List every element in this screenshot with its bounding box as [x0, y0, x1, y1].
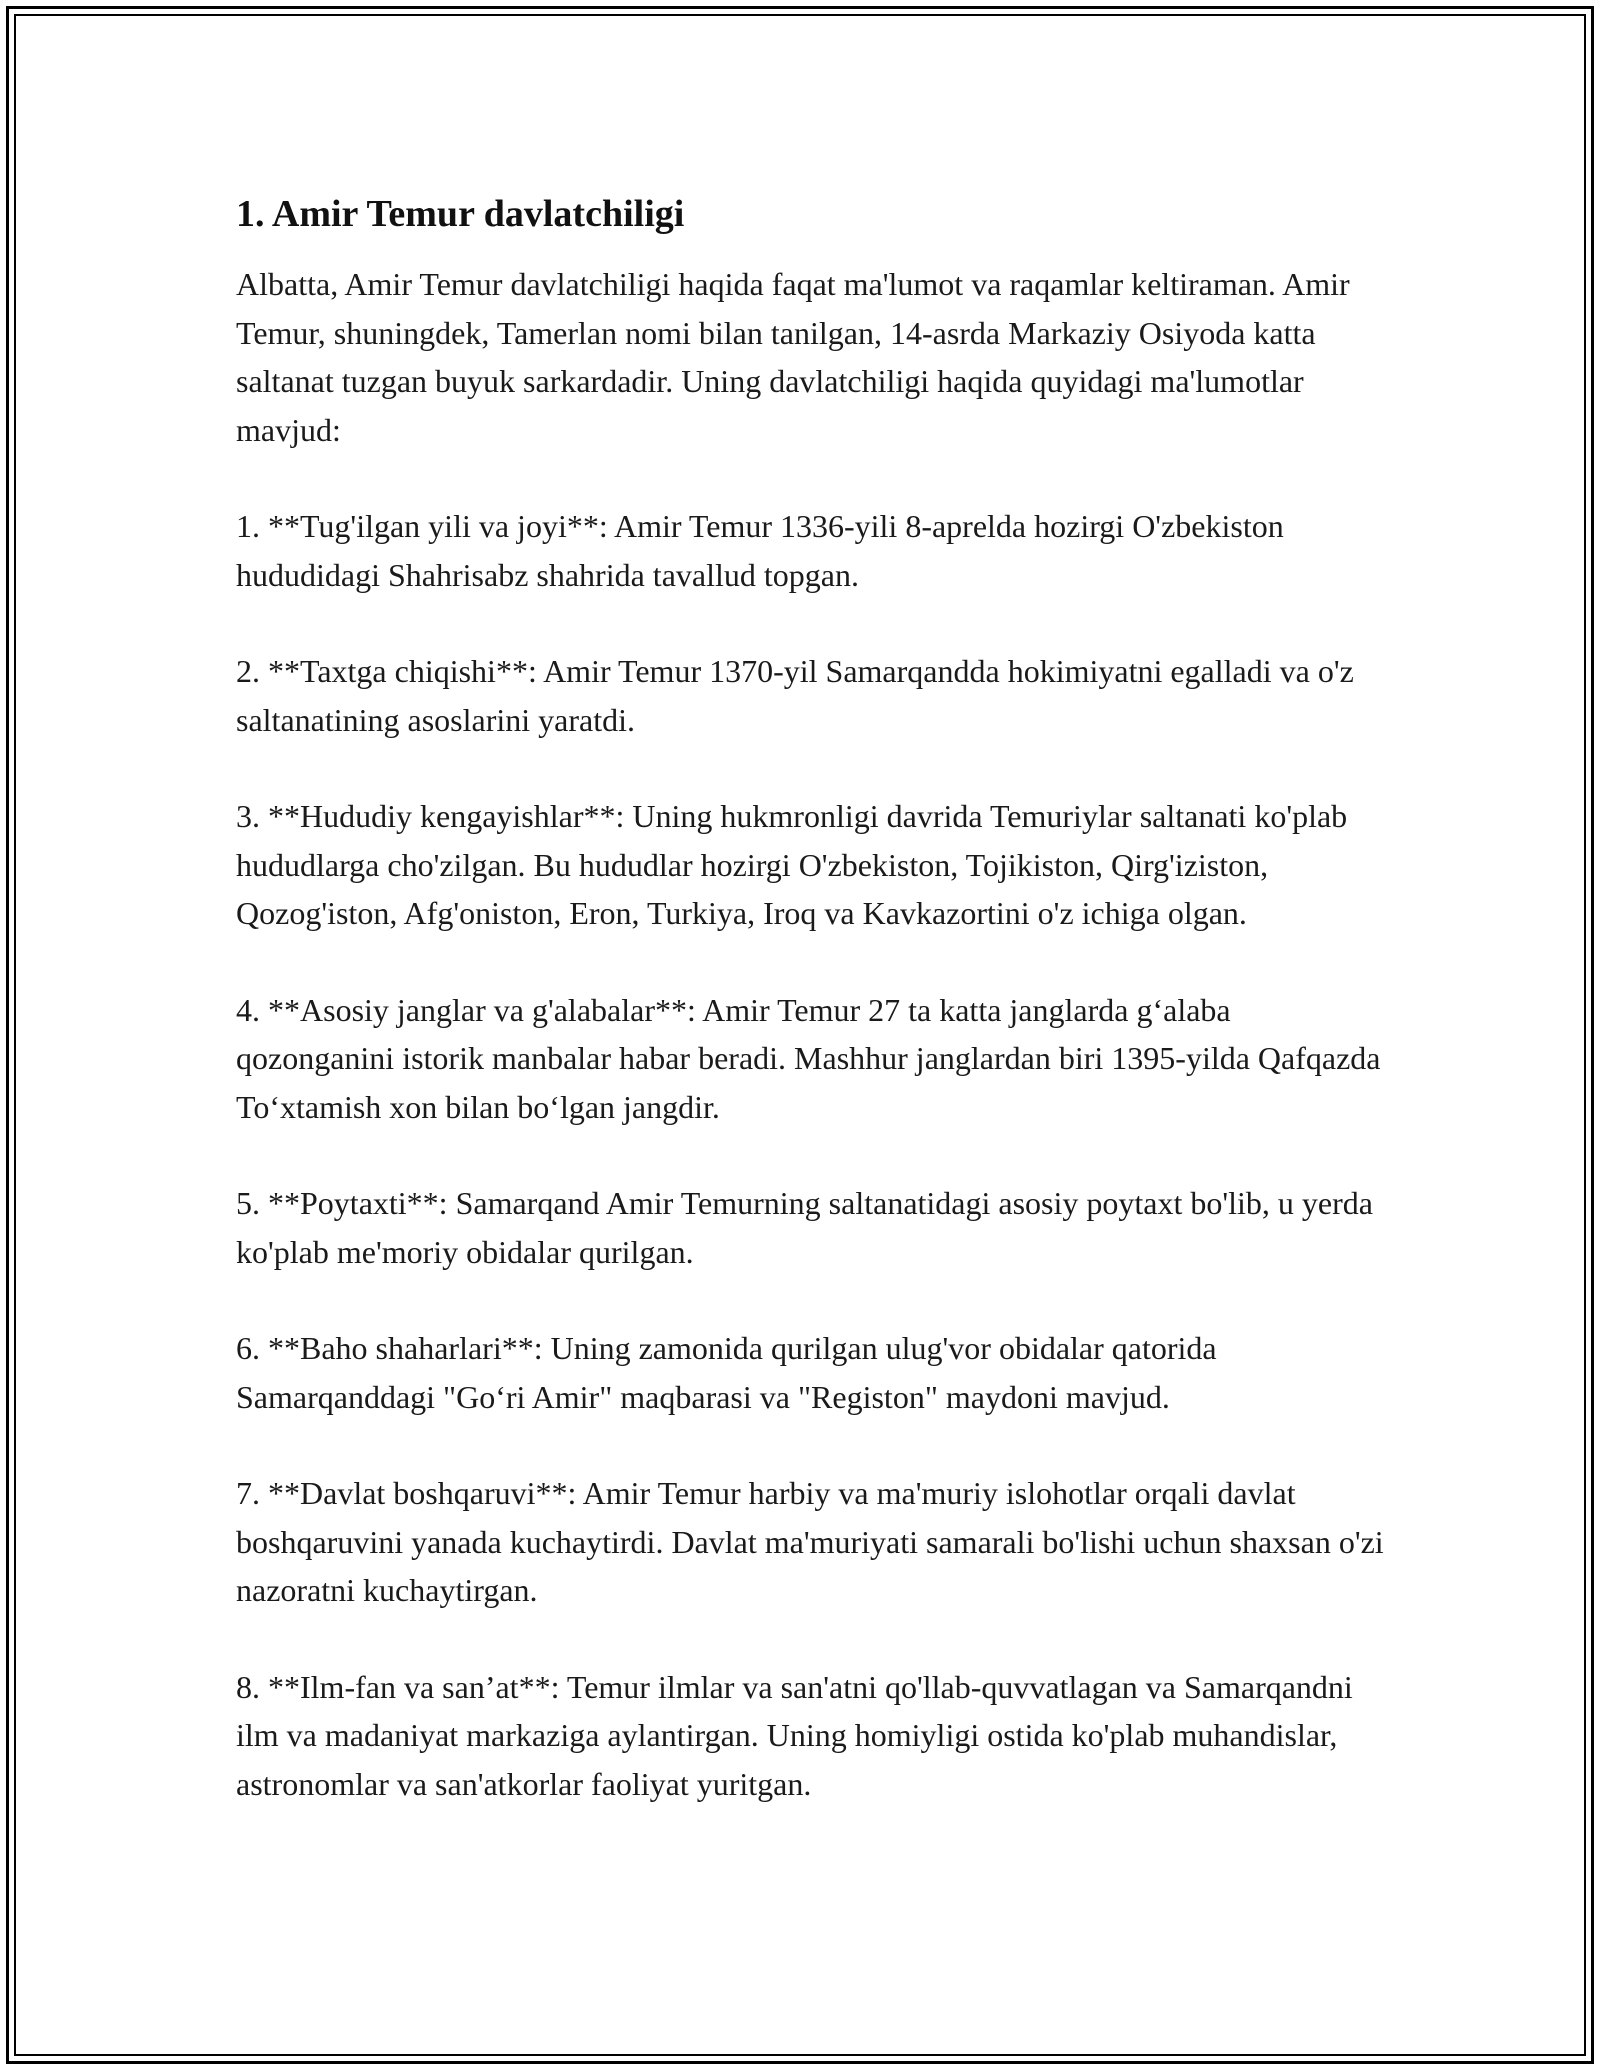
list-item: 8. **Ilm-fan va san’at**: Temur ilmlar va san'atni qo'llab-quvvatlagan va Samarqandni ilm va madaniyat markaziga aylantirgan. Uning homiyligi ostida ko'plab muhandislar, astronomlar va san'atkorlar faoliyat yuritgan.: [236, 1668, 1353, 1802]
list-item: 6. **Baho shaharlari**: Uning zamonida qurilgan ulug'vor obidalar qatorida Samarqanddagi "Go‘ri Amir" maqbarasi va "Registon" maydoni mavjud.: [236, 1330, 1217, 1415]
list-item: 3. **Hududiy kengayishlar**: Uning hukmronligi davrida Temuriylar saltanati ko'plab hududlarga cho'zilgan. Bu hududlar hozirgi O'zbekiston, Tojikiston, Qirg'iziston, Qozog'iston, Afg'oniston, Eron, Turkiya, Iroq va Kavkazortini o'z ichiga olgan.: [236, 798, 1348, 931]
list-item: 5. **Poytaxti**: Samarqand Amir Temurning saltanatidagi asosiy poytaxt bo'lib, u yerda ko'plab me'moriy obidalar qurilgan.: [236, 1185, 1373, 1270]
document-heading: 1. Amir Temur davlatchiligi: [236, 193, 685, 235]
list-item: 7. **Davlat boshqaruvi**: Amir Temur harbiy va ma'muriy islohotlar orqali davlat boshqaruvini yanada kuchaytirdi. Davlat ma'muriyati samarali bo'lishi uchun shaxsan o'zi nazoratni kuchaytirgan.: [236, 1475, 1384, 1608]
list-item: 2. **Taxtga chiqishi**: Amir Temur 1370-yil Samarqandda hokimiyatni egalladi va o'z saltanatining asoslarini yaratdi.: [236, 653, 1354, 738]
list-item: 4. **Asosiy janglar va g'alabalar**: Amir Temur 27 ta katta janglarda g‘alaba qozonganini istorik manbalar habar beradi. Mashhur janglardan biri 1395-yilda Qafqazda To‘xtamish xon bilan bo‘lgan jangdir.: [236, 991, 1381, 1125]
document-body: [236, 186, 1386, 1856]
list-item: 1. **Tug'ilgan yili va joyi**: Amir Temur 1336-yili 8-aprelda hozirgi O'zbekiston hududidagi Shahrisabz shahrida tavallud topgan.: [236, 508, 1284, 593]
intro-paragraph: Albatta, Amir Temur davlatchiligi haqida faqat ma'lumot va raqamlar keltiraman. Amir Temur, shuningdek, Tamerlan nomi bilan tanilgan, 14-asrda Markaziy Osiyoda katta saltanat tuzgan buyuk sarkardadir. Uning davlatchiligi haqida quyidagi ma'lumotlar mavjud:: [236, 266, 1350, 448]
